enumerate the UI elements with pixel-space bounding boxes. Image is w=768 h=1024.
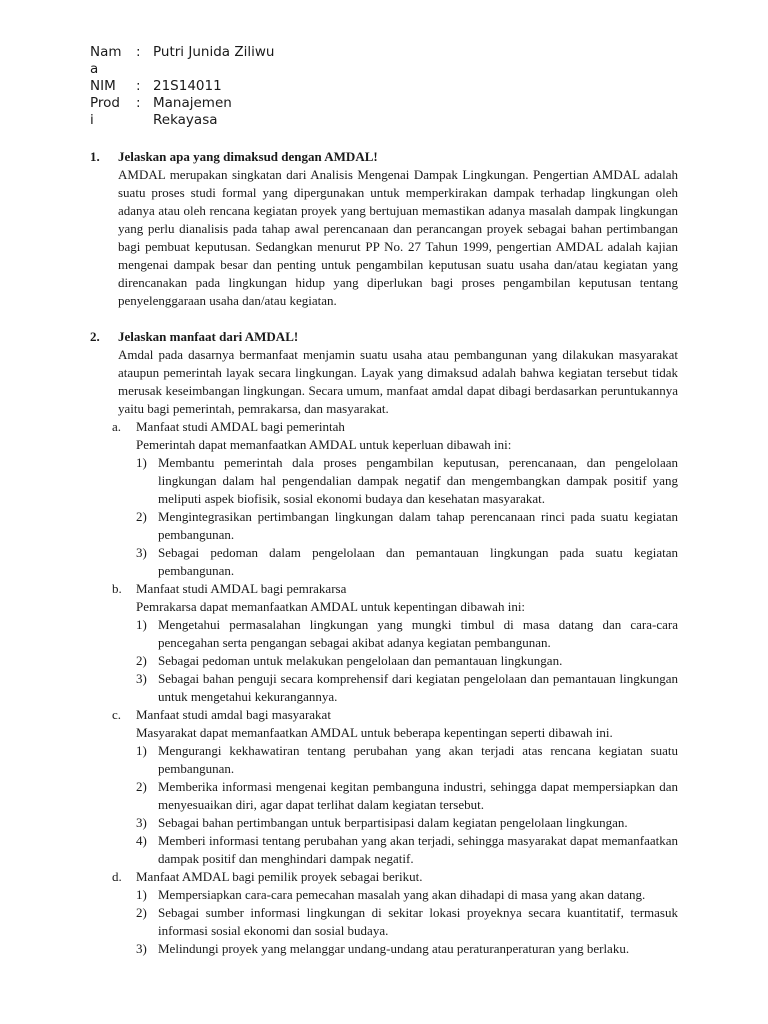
- section-title: Manfaat studi AMDAL bagi pemrakarsa: [136, 581, 347, 596]
- item-text: Sebagai pedoman untuk melakukan pengelolaan dan pemantauan lingkungan.: [158, 653, 563, 668]
- section-intro: Pemerintah dapat memanfaatkan AMDAL untuk keperluan dibawah ini:: [136, 437, 512, 452]
- item-text: Sebagai pedoman dalam pengelolaan dan pemantauan lingkungan pada suatu kegiatan pembangunan.: [158, 545, 678, 578]
- benefit-list: [88, 616, 678, 706]
- item-text: Sebagai bahan penguji secara komprehensif dari kegiatan pengelolaan dan pemantauan lingkungan untuk mengetahui kekurangannya.: [158, 671, 678, 704]
- question-number: 1.: [90, 149, 100, 164]
- item-number: 3): [136, 941, 147, 956]
- question-title: Jelaskan manfaat dari AMDAL!: [118, 329, 299, 344]
- name-label: Nam: [90, 44, 122, 60]
- student-info-header: [90, 44, 298, 129]
- benefit-list: [88, 454, 678, 580]
- item-number: 3): [136, 545, 147, 560]
- name-value: Putri Junida Ziliwu: [153, 44, 275, 60]
- item-text: Mengetahui permasalahan lingkungan yang mungki timbul di masa datang dan cara-cara pencegahan serta pengangan sebagai akibat adanya kegiatan pembangunan.: [158, 617, 678, 650]
- section-letter: c.: [112, 707, 122, 722]
- item-number: 1): [136, 743, 147, 758]
- section-letter: a.: [112, 419, 122, 434]
- section-intro: Pemrakarsa dapat memanfaatkan AMDAL untuk kepentingan dibawah ini:: [136, 599, 526, 614]
- list-item: [136, 814, 678, 832]
- item-text: Sebagai sumber informasi lingkungan di sekitar lokasi proyeknya secara kuantitatif, termasuk informasi sosial ekonomi dan sosial budaya.: [158, 905, 678, 938]
- name-colon: :: [136, 44, 141, 60]
- question-title: Jelaskan apa yang dimaksud dengan AMDAL!: [118, 149, 378, 164]
- list-item: [136, 886, 678, 904]
- section-title: Manfaat studi AMDAL bagi pemerintah: [136, 419, 345, 434]
- prodi-row-wrap: [90, 112, 298, 129]
- item-number: 4): [136, 833, 147, 848]
- prodi-value-wrap: Rekayasa: [153, 112, 218, 128]
- item-number: 2): [136, 653, 147, 668]
- list-item: [136, 508, 678, 544]
- item-text: Sebagai bahan pertimbangan untuk berpartisipasi dalam kegiatan pengelolaan lingkungan.: [158, 815, 628, 830]
- item-text: Memberika informasi mengenai kegitan pembanguna industri, sehingga dapat mempersiapkan dan menyesuaikan diri, agar dapat terlihat dalam kegiatan tersebut.: [158, 779, 678, 812]
- item-number: 2): [136, 905, 147, 920]
- list-item: [136, 670, 678, 706]
- nim-label: NIM: [90, 78, 116, 94]
- section-letter: d.: [112, 869, 122, 884]
- list-item: [136, 904, 678, 940]
- prodi-colon: :: [136, 95, 141, 111]
- prodi-value: Manajemen: [153, 95, 232, 111]
- benefit-section-c: [88, 706, 678, 868]
- nim-row: [90, 78, 298, 95]
- list-item: [136, 454, 678, 508]
- item-text: Memberi informasi tentang perubahan yang akan terjadi, sehingga masyarakat dapat memanfaatkan dampak positif dan menghindari dampak negatif.: [158, 833, 678, 866]
- item-number: 2): [136, 509, 147, 524]
- list-item: [136, 742, 678, 778]
- list-item: [136, 778, 678, 814]
- prodi-label: Prod: [90, 95, 120, 111]
- benefit-list: [88, 886, 678, 958]
- section-title: Manfaat AMDAL bagi pemilik proyek sebagai berikut.: [136, 869, 423, 884]
- benefit-section-a: [88, 418, 678, 580]
- list-item: [136, 544, 678, 580]
- item-text: Mengurangi kekhawatiran tentang perubahan yang akan terjadi atas rencana kegiatan suatu pembangunan.: [158, 743, 678, 776]
- item-number: 3): [136, 671, 147, 686]
- item-number: 3): [136, 815, 147, 830]
- section-intro: Masyarakat dapat memanfaatkan AMDAL untuk beberapa kepentingan seperti dibawah ini.: [136, 725, 613, 740]
- section-letter: b.: [112, 581, 122, 596]
- nim-colon: :: [136, 78, 141, 94]
- item-text: Mengintegrasikan pertimbangan lingkungan dalam tahap perencanaan rinci pada suatu kegiatan pembangunan.: [158, 509, 678, 542]
- name-row: [90, 44, 298, 61]
- item-text: Mempersiapkan cara-cara pemecahan masalah yang akan dihadapi di masa yang akan datang.: [158, 887, 646, 902]
- list-item: [136, 940, 678, 958]
- answer-paragraph: Amdal pada dasarnya bermanfaat menjamin suatu usaha atau pembangunan yang dilakukan masyarakat ataupun pemerintah layak secara lingkungan. Layak yang dimaksud adalah bahwa kegiatan tersebut tidak merusak keseimbangan lingkungan. Secara umum, manfaat amdal dapat dibagi berdasarkan peruntukannya yaitu bagi pemerintah, pemrakarsa, dan masyarakat.: [118, 347, 678, 416]
- list-item: [136, 832, 678, 868]
- name-label-wrap: a: [90, 61, 99, 77]
- item-text: Melindungi proyek yang melanggar undang-undang atau peraturanperaturan yang berlaku.: [158, 941, 630, 956]
- prodi-label-wrap: i: [90, 112, 94, 128]
- document-body: [88, 148, 678, 958]
- question-number: 2.: [90, 329, 100, 344]
- answer-paragraph: AMDAL merupakan singkatan dari Analisis Mengenai Dampak Lingkungan. Pengertian AMDAL adalah suatu proses studi formal yang dipergunakan untuk memperkirakan dampak terhadap lingkungan oleh adanya atau oleh rencana kegiatan proyek yang bertujuan memastikan adanya masalah dampak lingkungan yang perlu dianalisis pada tahap awal perencanaan dan perancangan proyek sebagai bahan pertimbangan bagi pembuat keputusan. Sedangkan menurut PP No. 27 Tahun 1999, pengertian AMDAL adalah kajian mengenai dampak besar dan penting untuk pengambilan keputusan suatu usaha dan/atau kegiatan yang direncanakan pada lingkungan hidup yang diperlukan bagi proses pengambilan keputusan tentang penyelenggaraan usaha dan/atau kegiatan.: [118, 167, 678, 308]
- list-item: [136, 652, 678, 670]
- benefit-list: [88, 742, 678, 868]
- prodi-row: [90, 95, 298, 112]
- item-number: 1): [136, 455, 147, 470]
- list-item: [136, 616, 678, 652]
- item-number: 1): [136, 887, 147, 902]
- question-1: [88, 148, 678, 310]
- name-row-wrap: [90, 61, 298, 78]
- item-number: 2): [136, 779, 147, 794]
- item-text: Membantu pemerintah dala proses pengambilan keputusan, perencanaan, dan pengelolaan lingkungan dalam hal pengendalian dampak negatif dan mengembangkan dampak positif yang meliputi aspek biofisik, sosial ekonomi budaya dan kesehatan masyarakat.: [158, 455, 678, 506]
- section-title: Manfaat studi amdal bagi masyarakat: [136, 707, 331, 722]
- benefit-section-d: [88, 868, 678, 958]
- nim-value: 21S14011: [153, 78, 222, 94]
- question-2: [88, 328, 678, 958]
- benefit-section-b: [88, 580, 678, 706]
- item-number: 1): [136, 617, 147, 632]
